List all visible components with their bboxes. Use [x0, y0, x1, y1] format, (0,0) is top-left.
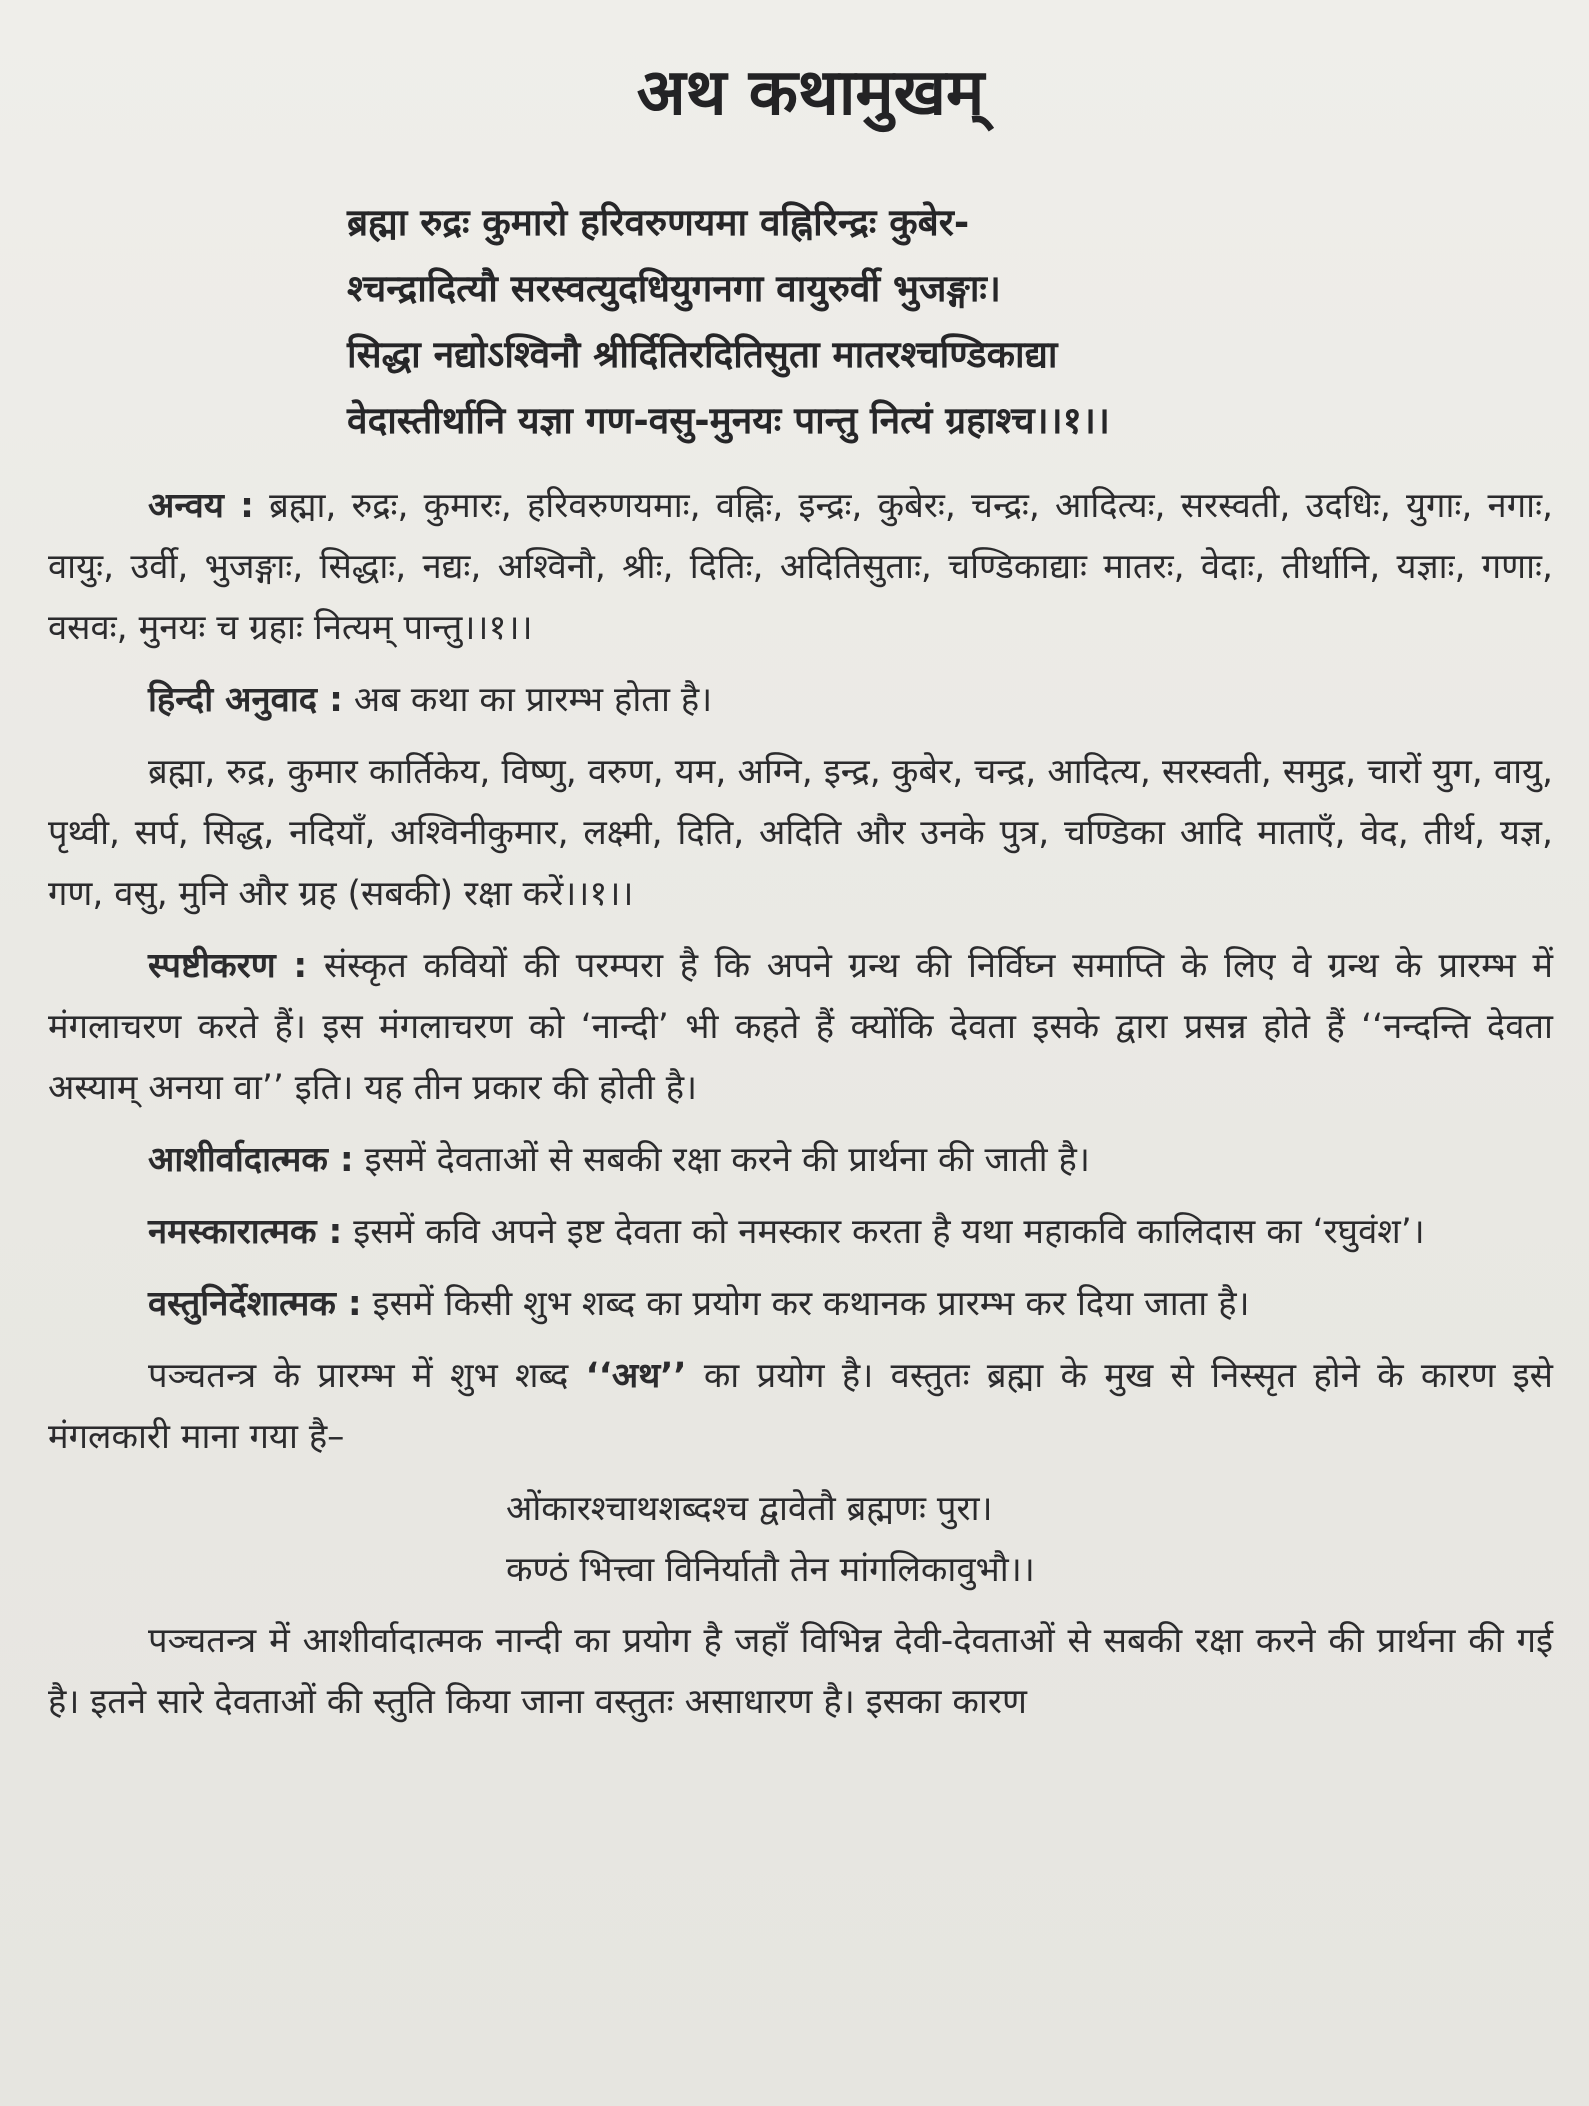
atha-word: ‘‘अथ’’ — [585, 1356, 687, 1397]
anvay-label: अन्वय : — [148, 486, 254, 527]
verse-line: ब्रह्मा रुद्रः कुमारो हरिवरुणयमा वह्निरिन्द्रः कुबेर- — [347, 201, 970, 245]
final-paragraph: पञ्चतन्त्र में आशीर्वादात्मक नान्दी का प्रयोग है जहाँ विभिन्न देवी-देवताओं से सबकी रक्षा करने की प्रार्थना की गई है। इतने सारे देवताओं की स्तुति किया जाना वस्तुतः असाधारण है। इसका कारण — [48, 1621, 1553, 1723]
anvay-paragraph — [48, 476, 1553, 659]
verse-line: सिद्धा नद्योऽश्विनौ श्रीर्दितिरदितिसुता मातरश्चण्डिकाद्या — [347, 333, 1058, 377]
shloka-quote — [506, 1479, 1553, 1601]
vastunirdeshatmak-text: इसमें किसी शुभ शब्द का प्रयोग कर कथानक प्रारम्भ कर दिया जाता है। — [372, 1284, 1250, 1325]
spashtikaran-text: संस्कृत कवियों की परम्परा है कि अपने ग्रन्थ की निर्विघ्न समाप्ति के लिए वे ग्रन्थ के प्रारम्भ में मंगलाचरण करते हैं। इस मंगलाचरण को ‘नान्दी’ भी कहते हैं क्योंकि देवता इसके द्वारा प्रसन्न होते हैं ‘‘नन्दन्ति देवता अस्याम् अनया वा’’ इति। यह तीन प्रकार की होती है। — [48, 946, 1554, 1109]
ashirvadatmak-label: आशीर्वादात्मक : — [148, 1140, 354, 1181]
anuvad-body-paragraph: ब्रह्मा, रुद्र, कुमार कार्तिकेय, विष्णु, वरुण, यम, अग्नि, इन्द्र, कुबेर, चन्द्र, आदित्य, सरस्वती, समुद्र, चारों युग, वायु, पृथ्वी, सर्प, सिद्ध, नदियाँ, अश्विनीकुमार, लक्ष्मी, दिति, अदिति और उनके पुत्र, चण्डिका आदि माताएँ, वेद, तीर्थ, यज्ञ, गण, वसु, मुनि और ग्रह (सबकी) रक्षा करें।।१।। — [48, 752, 1553, 915]
vastunirdeshatmak-label: वस्तुनिर्देशात्मक : — [148, 1284, 362, 1325]
spashtikaran-paragraph — [48, 936, 1553, 1119]
vastunirdeshatmak-paragraph — [48, 1274, 1553, 1335]
namaskaratmak-label: नमस्कारात्मक : — [148, 1212, 343, 1253]
quote-line: कण्ठं भित्त्वा विनिर्यातौ तेन मांगलिकावुभौ।। — [506, 1550, 1035, 1591]
anvay-text: ब्रह्मा, रुद्रः, कुमारः, हरिवरुणयमाः, वह्निः, इन्द्रः, कुबेरः, चन्द्रः, आदित्यः, सरस्वती, उदधिः, युगाः, नगाः, वायुः, उर्वी, भुजङ्गाः, सिद्धाः, नद्यः, अश्विनौ, श्रीः, दितिः, अदितिसुताः, चण्डिकाद्याः मातरः, वेदाः, तीर्थानि, यज्ञाः, गणाः, वसवः, मुनयः च ग्रहाः नित्यम् पान्तु।।१।। — [48, 486, 1553, 649]
mangalacharan-verse — [347, 190, 1553, 454]
panchatantra-paragraph — [48, 1346, 1553, 1468]
panchatantra-text-after: का प्रयोग है। वस्तुतः ब्रह्मा के मुख से निस्सृत होने के कारण इसे मंगलकारी माना गया है– — [48, 1356, 1553, 1458]
anuvad-paragraph — [48, 670, 1553, 731]
namaskaratmak-text: इसमें कवि अपने इष्ट देवता को नमस्कार करता है यथा महाकवि कालिदास का ‘रघुवंश’। — [353, 1212, 1425, 1253]
quote-line: ओंकारश्चाथशब्दश्च द्वावेतौ ब्रह्मणः पुरा। — [506, 1489, 993, 1530]
ashirvadatmak-paragraph — [48, 1130, 1553, 1191]
namaskaratmak-paragraph — [48, 1202, 1553, 1263]
anuvad-text: अब कथा का प्रारम्भ होता है। — [353, 680, 713, 721]
verse-line: श्चन्द्रादित्यौ सरस्वत्युदधियुगनगा वायुरुर्वी भुजङ्गाः। — [347, 267, 1001, 311]
ashirvadatmak-text: इसमें देवताओं से सबकी रक्षा करने की प्रार्थना की जाती है। — [364, 1140, 1090, 1181]
panchatantra-text-before: पञ्चतन्त्र के प्रारम्भ में शुभ शब्द — [148, 1356, 569, 1397]
page-title: अथ कथामुखम् — [636, 56, 985, 130]
verse-line: वेदास्तीर्थानि यज्ञा गण-वसु-मुनयः पान्तु नित्यं ग्रहाश्च।।१।। — [347, 399, 1110, 443]
spashtikaran-label: स्पष्टीकरण : — [148, 946, 308, 987]
anuvad-label: हिन्दी अनुवाद : — [148, 680, 343, 721]
